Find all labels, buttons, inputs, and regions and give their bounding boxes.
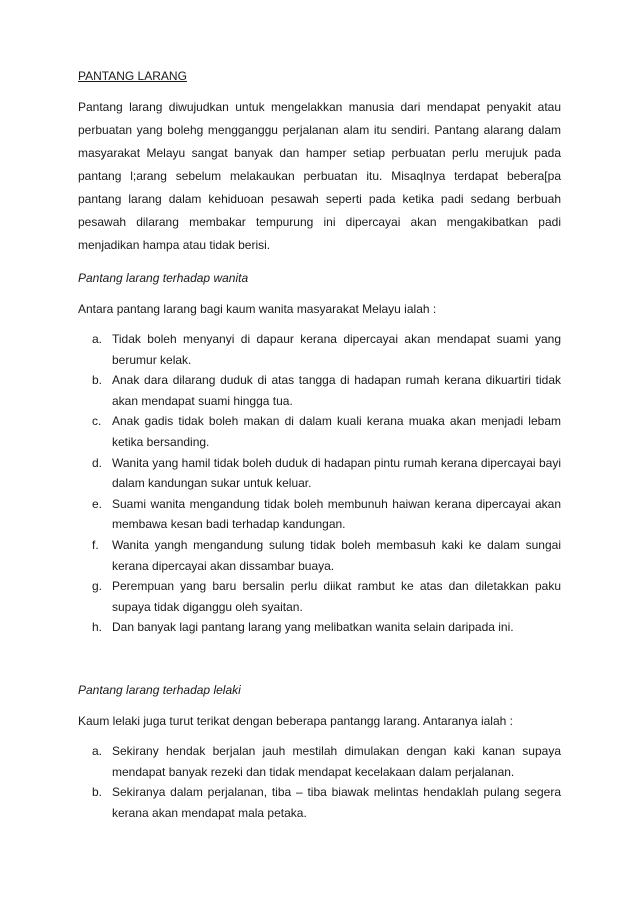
list-marker: b. xyxy=(92,373,103,388)
list-marker: g. xyxy=(92,579,103,594)
list-item-text: Sekiranya dalam perjalanan, tiba – tiba biawak melintas hendaklah pulang segera kerana akan mendapat mala petaka. xyxy=(112,785,561,820)
list-marker: h. xyxy=(92,620,103,635)
list-item-text: Suami wanita mengandung tidak boleh membunuh haiwan kerana dipercayai akan membawa kesan badi terhadap kandungan. xyxy=(112,496,561,532)
list-item-text: Anak gadis tidak boleh makan di dalam kuali kerana muaka akan menjadi lebam ketika bersanding. xyxy=(112,414,561,449)
list-item-text: Anak dara dilarang duduk di atas tangga di hadapan rumah kerana dikuartiri tidak akan mendapat suami hingga tua. xyxy=(112,373,561,408)
list-item xyxy=(78,535,561,576)
list-item xyxy=(78,494,561,535)
list-item xyxy=(78,741,561,782)
list-item-text: Wanita yangh mengandung sulung tidak boleh membasuh kaki ke dalam sungai kerana dipercayai akan dissambar buaya. xyxy=(112,537,561,573)
list-item xyxy=(78,782,561,823)
list-item-text: Perempuan yang baru bersalin perlu diikat rambut ke atas dan diletakkan paku supaya tidak diganggu oleh syaitan. xyxy=(112,579,561,614)
list-item xyxy=(78,411,561,452)
list-marker: f. xyxy=(92,537,99,552)
list-item-text: Tidak boleh menyanyi di dapaur kerana dipercayai akan mendapat suami yang berumur kelak. xyxy=(112,332,561,367)
list-marker: b. xyxy=(92,785,103,800)
list-item-text: Wanita yang hamil tidak boleh duduk di hadapan pintu rumah kerana dipercayai bayi dalam kandungan sukar untuk keluar. xyxy=(112,455,561,491)
list-marker: d. xyxy=(92,455,103,470)
list-marker: a. xyxy=(92,332,103,346)
list-item xyxy=(78,329,561,370)
list-lelaki xyxy=(78,741,561,823)
list-marker: e. xyxy=(92,496,103,511)
list-item-text: Sekirany hendak berjalan jauh mestilah dimulakan dengan kaki kanan supaya mendapat banyak rezeki dan tidak mendapat kecelakaan dalam perjalanan. xyxy=(112,743,561,779)
list-wanita xyxy=(78,329,561,638)
section-intro-wanita: Antara pantang larang bagi kaum wanita masyarakat Melayu ialah : xyxy=(78,302,437,316)
intro-paragraph: Pantang larang diwujudkan untuk mengelakkan manusia dari mendapat penyakit atau perbuatan yang bolehg mengganggu perjalanan alam itu sendiri. Pantang alarang dalam masyarakat Melayu sangat banyak dan hamper setiap perbuatan perlu merujuk pada pantang l;arang sebelum melakaukan perbuatan itu. Misaqlnya terdapat bebera[pa pantang larang dalam kehiduoan pesawah seperti pada ketika padi sedang berbuah pesawah dilarang membakar tempurung ini dipercayai akan mengakibatkan padi menjadikan hampa atau tidak berisi. xyxy=(78,100,561,252)
section-intro-lelaki: Kaum lelaki juga turut terikat dengan beberapa pantangg larang. Antaranya ialah : xyxy=(78,713,513,728)
list-marker: a. xyxy=(92,743,103,758)
document-page xyxy=(78,68,561,823)
list-item xyxy=(78,617,561,638)
list-item xyxy=(78,453,561,494)
document-title: PANTANG LARANG xyxy=(78,69,187,83)
list-item xyxy=(78,576,561,617)
section-heading-lelaki: Pantang larang terhadap lelaki xyxy=(78,682,241,697)
list-item xyxy=(78,370,561,411)
list-marker: c. xyxy=(92,414,102,429)
section-heading-wanita: Pantang larang terhadap wanita xyxy=(78,271,249,285)
list-item-text: Dan banyak lagi pantang larang yang melibatkan wanita selain daripada ini. xyxy=(112,620,514,635)
